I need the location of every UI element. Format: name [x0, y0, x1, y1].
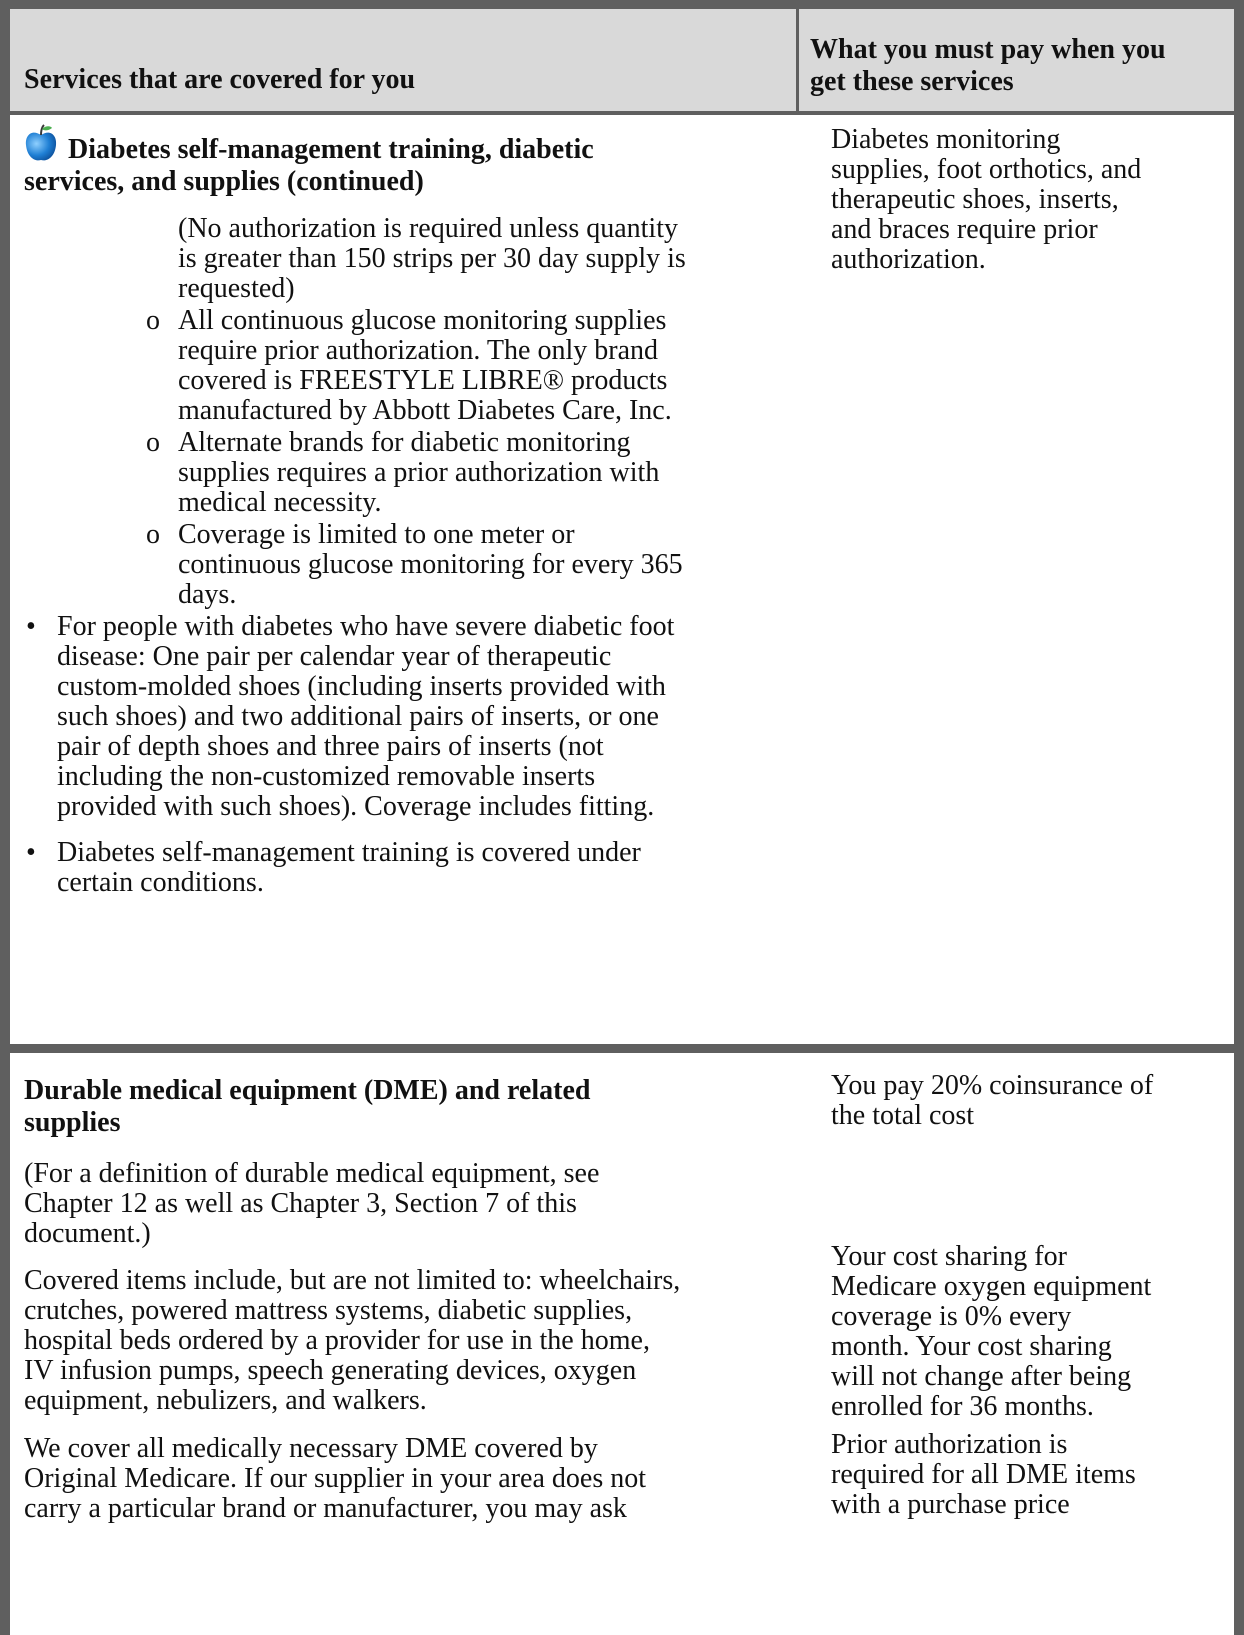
bullet-line: certain conditions.: [57, 867, 264, 898]
section1-payment-line: therapeutic shoes, inserts,: [831, 184, 1119, 215]
sub-item-line: continuous glucose monitoring for every 365: [178, 549, 683, 580]
section2-payment-line: coverage is 0% every: [831, 1301, 1072, 1332]
section2-payment-line: required for all DME items: [831, 1459, 1136, 1490]
section2-payment-line: Your cost sharing for: [831, 1241, 1067, 1272]
sub-item-line: All continuous glucose monitoring supplies: [178, 305, 667, 336]
row-divider: [10, 1044, 1234, 1053]
section2-payment-line: the total cost: [831, 1100, 975, 1131]
sub-item-line: Alternate brands for diabetic monitoring: [178, 427, 631, 458]
section2-payment-line: Prior authorization is: [831, 1429, 1068, 1460]
section1-payment-line: authorization.: [831, 244, 986, 275]
bullet-line: pair of depth shoes and three pairs of inserts (not: [57, 731, 604, 762]
apple-icon: [24, 123, 58, 163]
header-services-column: Services that are covered for you: [24, 64, 416, 95]
section2-para-line: We cover all medically necessary DME covered by: [24, 1433, 598, 1464]
bullet-line: custom-molded shoes (including inserts provided with: [57, 671, 666, 702]
header-payment-column: [810, 34, 1220, 98]
section1-payment-line: and braces require prior: [831, 214, 1098, 245]
bullet-line: For people with diabetes who have severe diabetic foot: [57, 611, 675, 642]
section2-payment-line: month. Your cost sharing: [831, 1331, 1112, 1362]
section1-note-line: is greater than 150 strips per 30 day supply is: [178, 243, 686, 274]
header-payment-line1: What you must pay when you: [810, 34, 1166, 65]
section2-para-line: Chapter 12 as well as Chapter 3, Section 7 of this: [24, 1188, 577, 1219]
sub-item-line: days.: [178, 579, 237, 610]
section2-para-line: equipment, nebulizers, and walkers.: [24, 1385, 427, 1416]
section2-para-line: Original Medicare. If our supplier in your area does not: [24, 1463, 647, 1494]
section2-para-line: Covered items include, but are not limited to: wheelchairs,: [24, 1265, 681, 1296]
section1-note-line: requested): [178, 273, 295, 304]
sub-item-line: covered is FREESTYLE LIBRE® products: [178, 365, 668, 396]
section2-para-line: (For a definition of durable medical equipment, see: [24, 1158, 600, 1189]
sub-item-marker: o: [146, 305, 160, 336]
sub-item-line: require prior authorization. The only brand: [178, 335, 658, 366]
section2-title-line1: Durable medical equipment (DME) and related: [24, 1075, 591, 1106]
section1-payment-line: Diabetes monitoring: [831, 124, 1061, 155]
sub-item-line: manufactured by Abbott Diabetes Care, Inc.: [178, 395, 672, 426]
bullet-marker: •: [26, 611, 36, 642]
sub-item-marker: o: [146, 519, 160, 550]
section2-payment-line: enrolled for 36 months.: [831, 1391, 1094, 1422]
sub-item-marker: o: [146, 427, 160, 458]
section1-title-line2: services, and supplies (continued): [24, 166, 424, 197]
bullet-line: Diabetes self-management training is covered under: [57, 837, 641, 868]
bullet-line: provided with such shoes). Coverage includes fitting.: [57, 791, 655, 822]
section2-para-line: document.): [24, 1218, 151, 1249]
section2-payment-line: with a purchase price: [831, 1489, 1070, 1520]
header-payment-line2: get these services: [810, 66, 1014, 97]
section2-para-line: crutches, powered mattress systems, diabetic supplies,: [24, 1295, 633, 1326]
section2-payment-line: will not change after being: [831, 1361, 1132, 1392]
bullet-marker: •: [26, 837, 36, 868]
section2-para-line: hospital beds ordered by a provider for use in the home,: [24, 1325, 650, 1356]
section2-para-line: IV infusion pumps, speech generating devices, oxygen: [24, 1355, 637, 1386]
bullet-line: including the non-customized removable inserts: [57, 761, 596, 792]
section1-note-line: (No authorization is required unless quantity: [178, 213, 678, 244]
section2-para-line: carry a particular brand or manufacturer, you may ask: [24, 1493, 627, 1524]
table-header-row: [10, 9, 1234, 115]
section2-payment-line: Medicare oxygen equipment: [831, 1271, 1152, 1302]
section1-title-line1: Diabetes self-management training, diabetic: [68, 134, 594, 165]
section2-title-line2: supplies: [24, 1107, 121, 1138]
bullet-line: disease: One pair per calendar year of therapeutic: [57, 641, 612, 672]
section1-payment-line: supplies, foot orthotics, and: [831, 154, 1142, 185]
sub-item-line: supplies requires a prior authorization with: [178, 457, 660, 488]
sub-item-line: Coverage is limited to one meter or: [178, 519, 575, 550]
header-column-divider: [796, 9, 799, 115]
bullet-line: such shoes) and two additional pairs of inserts, or one: [57, 701, 659, 732]
section2-payment-line: You pay 20% coinsurance of: [831, 1070, 1154, 1101]
sub-item-line: medical necessity.: [178, 487, 382, 518]
